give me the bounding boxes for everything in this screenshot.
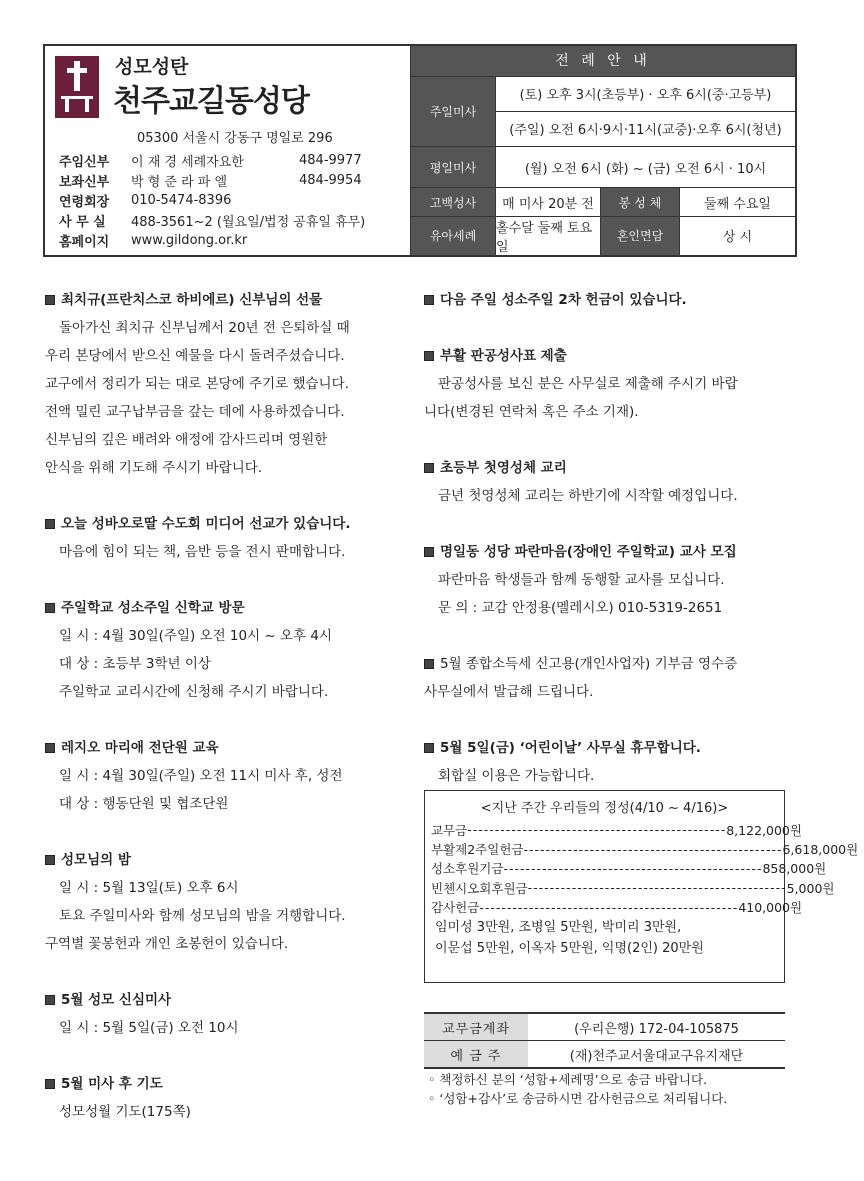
weekday-mass-times: (월) 오전 6시 (화) ~ (금) 오전 6시 · 10시: [495, 147, 795, 187]
announcement-text: 문 의 : 교감 안정용(멜레시오) 010-5319-2651: [438, 600, 723, 616]
announcement-title: 성모님의 밤: [45, 846, 405, 874]
offering-label: 부활제2주일헌금: [431, 842, 524, 858]
contact-name: 박 형 준 라 파 엘: [131, 174, 228, 190]
announcement-text: 대 상 : 행동단원 및 협조단원: [59, 796, 229, 812]
left-announcements: [45, 286, 405, 1154]
liturgy-schedule: [411, 46, 795, 255]
announcement-text: 돌아가신 최치규 신부님께서 20년 전 은퇴하실 때: [59, 320, 350, 336]
leader-dots: -----------------------------------------------: [523, 841, 783, 857]
announcement-text: 안식을 위해 기도해 주시기 바랍니다.: [45, 460, 263, 476]
announcement-item: [45, 1070, 405, 1126]
announcement-item: [45, 510, 405, 566]
announcement-item: [424, 538, 789, 622]
announcement-item: [424, 454, 789, 510]
announcement-text: 회합실 이용은 가능합니다.: [438, 768, 595, 784]
sunday-mass-saturday: (토) 오후 3시(초등부) · 오후 6시(중·고등부): [495, 77, 795, 111]
announcement-text: 파란마음 학생들과 함께 동행할 교사를 모십니다.: [438, 572, 725, 588]
announcement-title: 초등부 첫영성체 교리: [424, 454, 789, 482]
contact-row: [59, 210, 365, 230]
contact-row: [59, 190, 365, 210]
contact-label: 홈페이지: [59, 234, 110, 250]
announcement-title: 오늘 성바오로딸 수도회 미디어 선교가 있습니다.: [45, 510, 405, 538]
church-logo-icon: [55, 56, 99, 118]
square-bullet-icon: [424, 547, 434, 557]
contact-label: 주임신부: [59, 154, 110, 170]
announcement-text: 신부님의 깊은 배려와 애정에 감사드리며 영원한: [45, 432, 328, 448]
square-bullet-icon: [45, 995, 55, 1005]
infant-baptism-row: [411, 216, 795, 255]
offering-row: [431, 820, 802, 839]
square-bullet-icon: [45, 519, 55, 529]
announcement-text: 우리 본당에서 받으신 예물을 다시 돌려주셨습니다.: [45, 348, 345, 364]
announcement-item: [424, 650, 789, 706]
announcement-title: 5월 5일(금) ‘어린이날’ 사무실 휴무합니다.: [424, 734, 789, 762]
square-bullet-icon: [424, 659, 434, 669]
contact-row: [59, 230, 365, 250]
announcement-text: 주일학교 교리시간에 신청해 주시기 바랍니다.: [59, 684, 329, 700]
schedule-title: 전 례 안 내: [411, 46, 795, 76]
contact-list: [59, 150, 365, 250]
confession-row: [411, 187, 795, 216]
square-bullet-icon: [45, 295, 55, 305]
announcement-text: 사무실에서 발급해 드립니다.: [424, 684, 594, 700]
weekday-mass-label: 평일미사: [411, 147, 495, 187]
offering-label: 빈첸시오회후원금: [431, 880, 528, 896]
offering-row: [431, 898, 803, 917]
adoration-label: 봉 성 체: [600, 188, 679, 216]
marriage-time: 상 시: [679, 217, 795, 255]
account-holder-row: [424, 1040, 785, 1067]
contact-label: 사 무 실: [59, 214, 106, 230]
announcement-text: 구역별 꽃봉헌과 개인 초봉헌이 있습니다.: [45, 936, 289, 952]
contact-phone: 010-5474-8396: [131, 192, 232, 208]
leader-dots: -----------------------------------------------: [479, 899, 739, 915]
announcement-text: 금년 첫영성체 교리는 하반기에 시작할 예정입니다.: [438, 488, 738, 504]
offering-amount: 5,000원: [786, 880, 835, 896]
confession-time: 매 미사 20분 전: [495, 188, 600, 216]
contact-phone: 484-9977: [299, 152, 362, 168]
announcement-title: 다음 주일 성소주일 2차 헌금이 있습니다.: [424, 286, 789, 314]
announcement-text: 판공성사를 보신 분은 사무실로 제출해 주시기 바랍: [438, 376, 738, 392]
announcement-text: 일 시 : 5월 13일(토) 오후 6시: [59, 880, 239, 896]
offering-row: [431, 878, 835, 897]
announcement-text: 대 상 : 초등부 3학년 이상: [59, 656, 211, 672]
sunday-mass-row: [411, 76, 795, 146]
account-table: [424, 1012, 785, 1069]
sunday-mass-sunday: (주일) 오전 6시·9시·11시(교중)·오후 6시(청년): [495, 111, 795, 146]
announcement-title: 명일동 성당 파란마음(장애인 주일학교) 교사 모집: [424, 538, 789, 566]
infant-baptism-label: 유아세례: [411, 217, 495, 255]
announcement-title: 5월 종합소득세 신고용(개인사업자) 기부금 영수증: [424, 650, 789, 678]
square-bullet-icon: [424, 743, 434, 753]
donor-line: 이문섭 5만원, 이옥자 5만원, 익명(2인) 20만원: [435, 940, 704, 956]
right-announcements: [424, 286, 789, 818]
offering-amount: 6,618,000원: [782, 842, 859, 858]
sunday-mass-label: 주일미사: [411, 77, 495, 146]
square-bullet-icon: [45, 743, 55, 753]
announcement-title: 최치규(프란치스코 하비에르) 신부님의 선물: [45, 286, 405, 314]
announcement-item: [424, 286, 789, 314]
adoration-time: 둘째 수요일: [679, 188, 795, 216]
marriage-label: 혼인면담: [600, 217, 679, 255]
announcement-item: [424, 342, 789, 426]
leader-dots: -----------------------------------------------: [467, 822, 727, 838]
announcement-text: 일 시 : 5월 5일(금) 오전 10시: [59, 1020, 239, 1036]
announcement-title: 5월 미사 후 기도: [45, 1070, 405, 1098]
contact-name: 이 재 경 세례자요한: [131, 154, 244, 170]
offering-amount: 410,000원: [738, 900, 803, 916]
note-line: ◦ ‘성함+감사’로 송금하시면 감사헌금으로 처리됩니다.: [428, 1091, 728, 1106]
leader-dots: -----------------------------------------------: [527, 880, 787, 896]
offering-list: [431, 820, 859, 917]
square-bullet-icon: [45, 603, 55, 613]
announcement-text: 일 시 : 4월 30일(주일) 오전 10시 ~ 오후 4시: [59, 628, 333, 644]
offering-label: 감사헌금: [431, 900, 480, 916]
announcement-item: [45, 594, 405, 706]
square-bullet-icon: [45, 1079, 55, 1089]
contact-label: 연령회장: [59, 194, 110, 210]
announcement-item: [45, 734, 405, 818]
office-phone: 488-3561~2 (월요일/법정 공휴일 휴무): [131, 214, 366, 230]
donor-names: [425, 917, 784, 959]
contact-label: 보좌신부: [59, 174, 110, 190]
account-holder: (재)천주교서울대교구유지재단: [569, 1048, 744, 1064]
offering-amount: 858,000원: [762, 861, 827, 877]
offering-amount: 8,122,000원: [726, 822, 802, 838]
church-address: 05300 서울시 강동구 명일로 296: [137, 131, 333, 146]
account-label: 교무금계좌: [424, 1014, 528, 1040]
announcement-title: 레지오 마리애 전단원 교육: [45, 734, 405, 762]
offering-label: 성소후원기금: [431, 861, 504, 877]
announcement-title: 5월 성모 신심미사: [45, 986, 405, 1014]
announcement-text: 전액 밀린 교구납부금을 갚는 데에 사용하겠습니다.: [45, 404, 345, 420]
church-info-panel: [45, 46, 411, 255]
square-bullet-icon: [424, 295, 434, 305]
account-holder-label: 예 금 주: [424, 1041, 528, 1067]
offering-label: 교무금: [431, 822, 468, 838]
announcement-text: 니다(변경된 연락처 혹은 주소 기재).: [424, 404, 639, 420]
announcement-text: 성모성월 기도(175쪽): [59, 1104, 191, 1120]
leader-dots: -----------------------------------------------: [503, 860, 763, 876]
square-bullet-icon: [45, 855, 55, 865]
announcement-item: [45, 846, 405, 958]
remittance-notes: [428, 1070, 727, 1108]
offering-summary-box: [424, 790, 859, 983]
note-line: ◦ 책정하신 분의 ‘성함+세례명’으로 송금 바랍니다.: [428, 1072, 708, 1087]
church-subtitle: 성모성탄: [115, 56, 189, 78]
announcement-title: 주일학교 성소주일 신학교 방문: [45, 594, 405, 622]
square-bullet-icon: [424, 463, 434, 473]
donor-line: 임미성 3만원, 조병일 5만원, 박미리 3만원,: [435, 919, 682, 935]
bulletin-header: [43, 44, 797, 257]
contact-phone: 484-9954: [299, 172, 362, 188]
offering-title: <지난 주간 우리들의 정성(4/10 ~ 4/16)>: [480, 801, 729, 816]
offering-row: [431, 859, 827, 878]
infant-baptism-time: 홀수달 둘째 토요일: [495, 217, 600, 255]
announcement-text: 토요 주일미사와 함께 성모님의 밤을 거행합니다.: [59, 908, 346, 924]
weekday-mass-row: [411, 146, 795, 187]
announcement-text: 마음에 힘이 되는 책, 음반 등을 전시 판매합니다.: [59, 544, 346, 560]
announcement-item: [424, 734, 789, 790]
account-number: (우리은행) 172-04-105875: [574, 1021, 739, 1037]
contact-row: [59, 170, 365, 190]
contact-row: [59, 150, 365, 170]
homepage-link[interactable]: www.gildong.or.kr: [131, 232, 248, 248]
confession-label: 고백성사: [411, 188, 495, 216]
account-row: [424, 1014, 785, 1040]
offering-row: [431, 839, 859, 858]
square-bullet-icon: [424, 351, 434, 361]
announcement-text: 교구에서 정리가 되는 대로 본당에 주기로 했습니다.: [45, 376, 349, 392]
church-name: 천주교길동성당: [113, 84, 309, 119]
announcement-text: 일 시 : 4월 30일(주일) 오전 11시 미사 후, 성전: [59, 768, 343, 784]
announcement-item: [45, 986, 405, 1042]
announcement-item: [45, 286, 405, 482]
announcement-title: 부활 판공성사표 제출: [424, 342, 789, 370]
